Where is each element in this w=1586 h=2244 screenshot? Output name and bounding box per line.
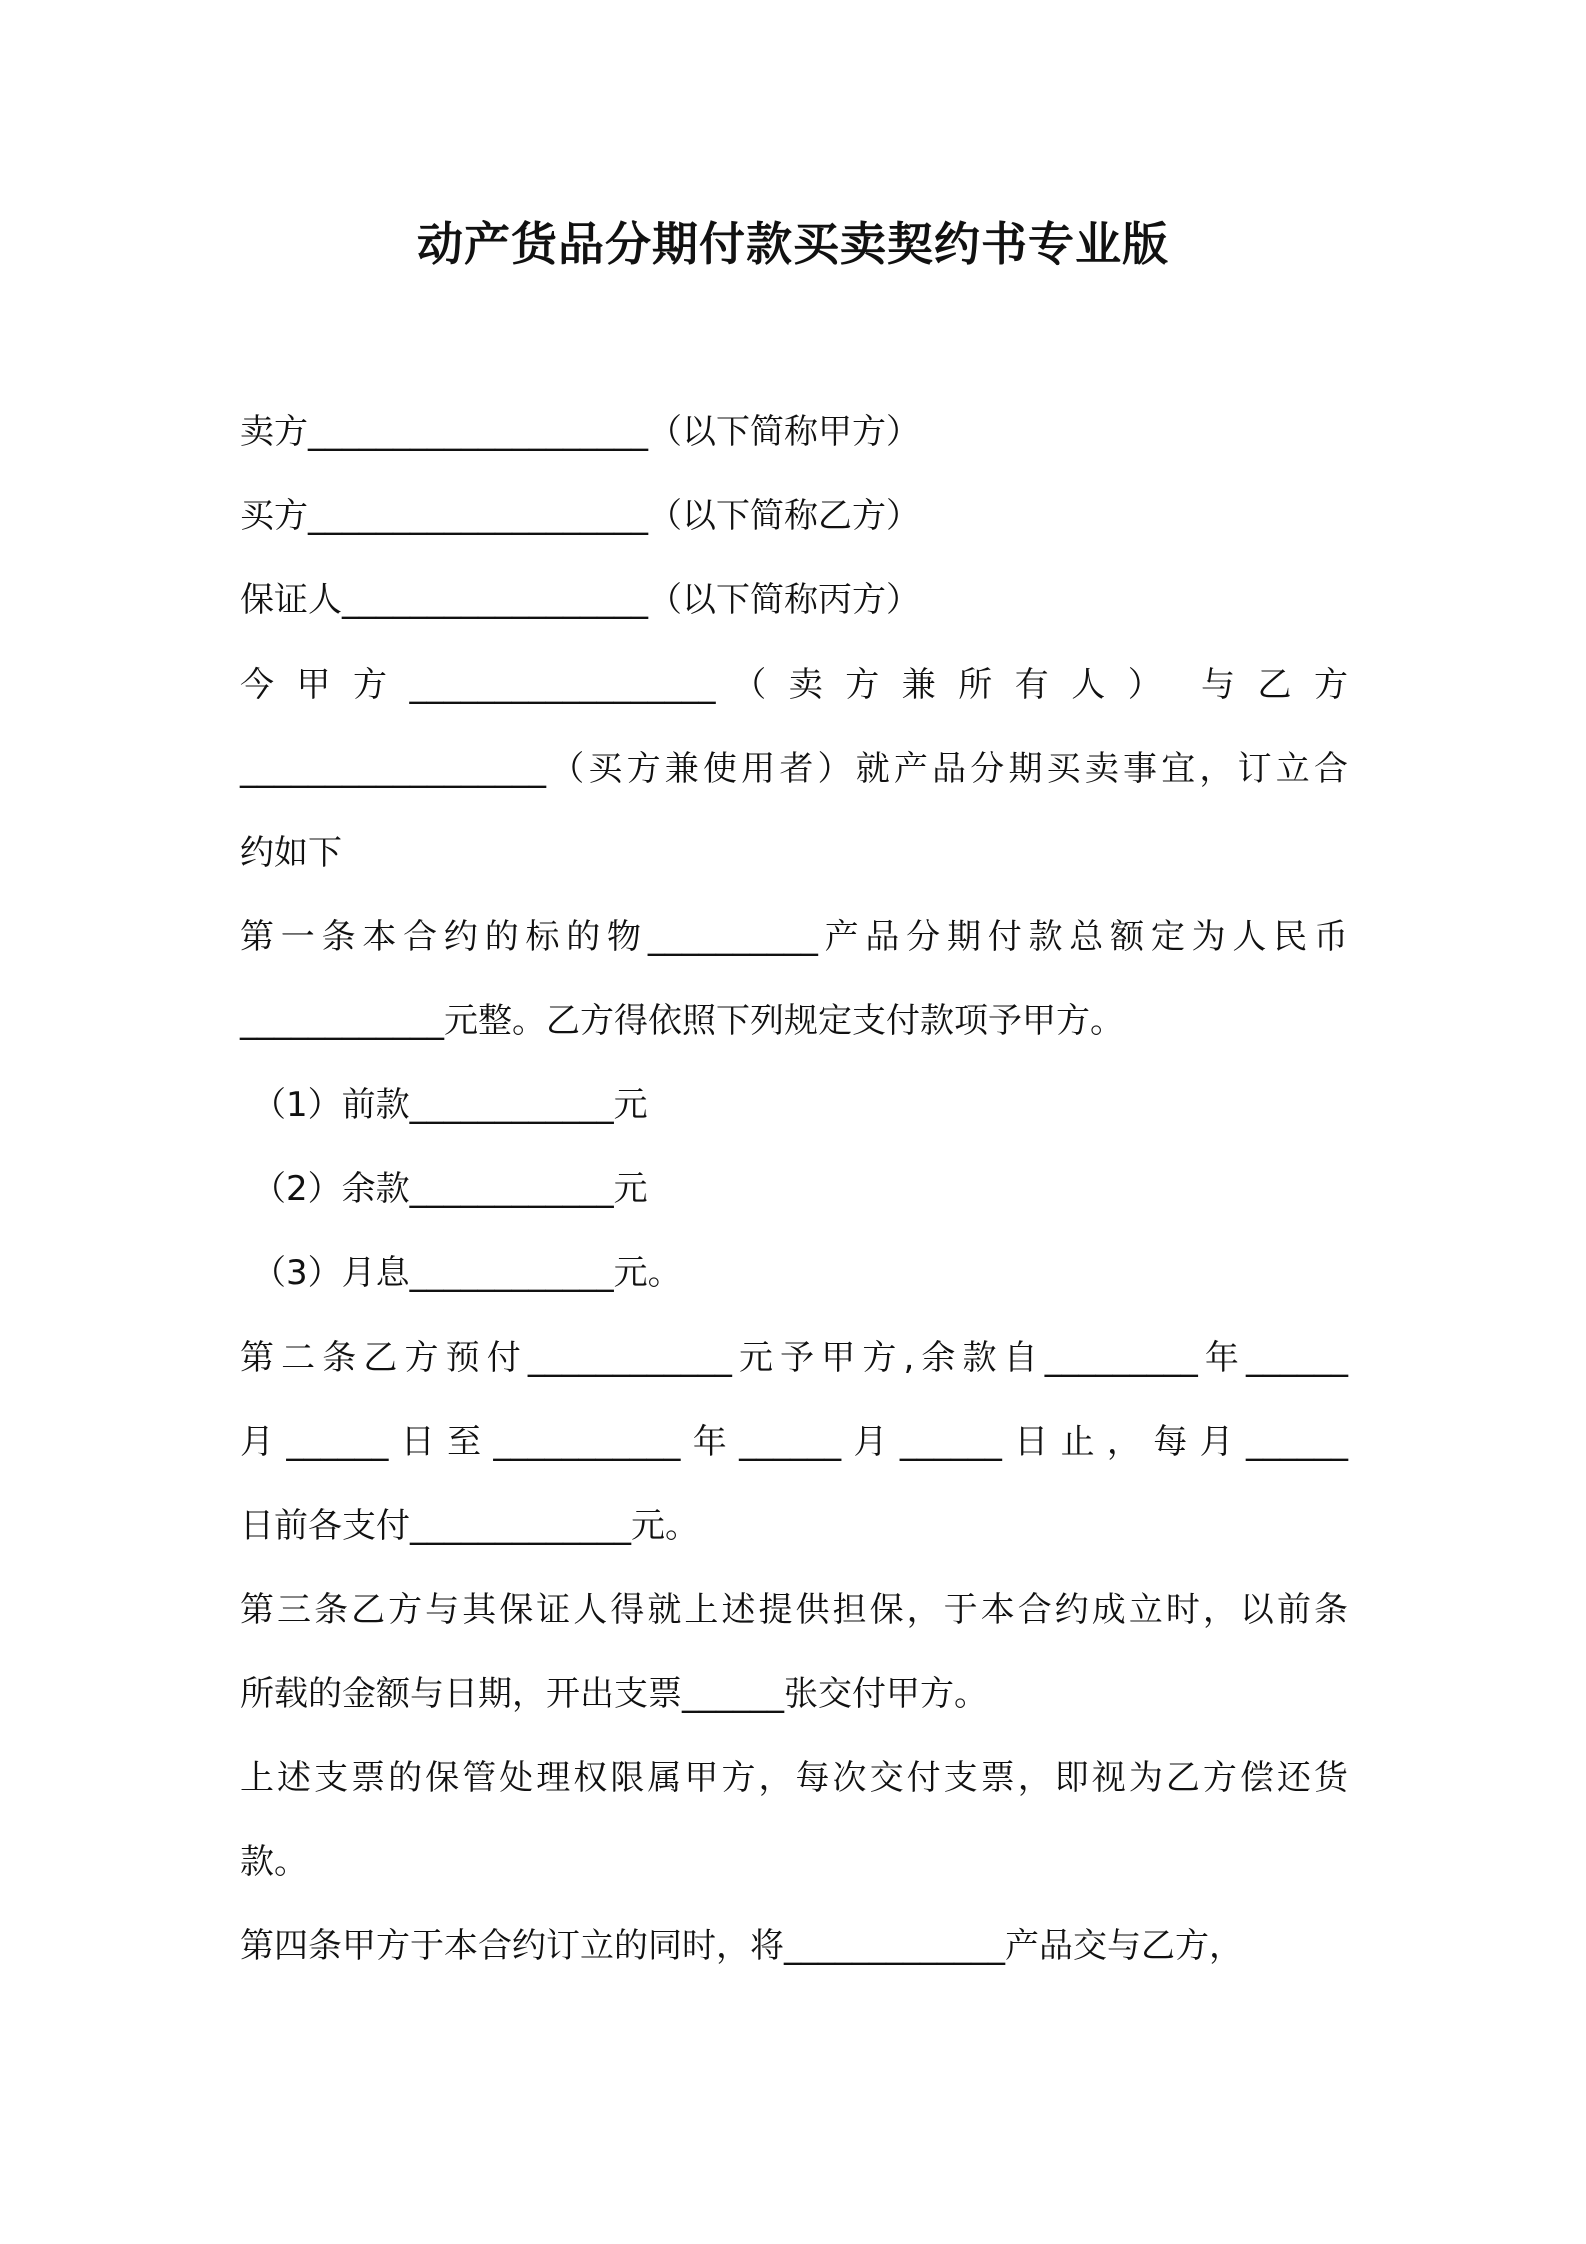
cheque-clause-line-1: 上述支票的保管处理权限属甲方，每次交付支票，即视为乙方偿还货 [240, 1758, 1348, 1798]
preamble-line-1: 今 甲 方 __________________ （ 卖 方 兼 所 有 人 ） 与 乙 方 [240, 665, 1348, 705]
cheque-clause-line-2: 款。 [240, 1842, 308, 1882]
document-title: 动产货品分期付款买卖契约书专业版 [417, 217, 1169, 271]
seller-line: 卖方____________________（以下简称甲方） [240, 412, 920, 452]
item-monthly-interest: （3）月息____________元。 [252, 1253, 682, 1293]
article-2-line-2: 月______日至___________年______月______日止，每月______ [240, 1422, 1348, 1462]
preamble-line-3: 约如下 [240, 833, 342, 873]
article-1-line-1: 第一条本合约的标的物__________产品分期付款总额定为人民币 [240, 917, 1348, 957]
guarantor-line: 保证人__________________（以下简称丙方） [240, 580, 920, 620]
article-2-line-1: 第二条乙方预付____________元予甲方,余款自_________年______ [240, 1338, 1348, 1378]
preamble-line-2: __________________（买方兼使用者）就产品分期买卖事宜，订立合 [240, 749, 1348, 789]
item-balance: （2）余款____________元 [252, 1169, 648, 1209]
article-1-line-2: ____________元整。乙方得依照下列规定支付款项予甲方。 [240, 1001, 1124, 1041]
article-3-line-1: 第三条乙方与其保证人得就上述提供担保，于本合约成立时，以前条 [240, 1590, 1348, 1630]
article-3-line-2: 所载的金额与日期，开出支票______张交付甲方。 [240, 1674, 988, 1714]
item-down-payment: （1）前款____________元 [252, 1085, 648, 1125]
buyer-line: 买方____________________（以下简称乙方） [240, 496, 920, 536]
article-2-line-3: 日前各支付_____________元。 [240, 1506, 699, 1546]
article-4-line-1: 第四条甲方于本合约订立的同时，将_____________产品交与乙方， [240, 1926, 1243, 1966]
